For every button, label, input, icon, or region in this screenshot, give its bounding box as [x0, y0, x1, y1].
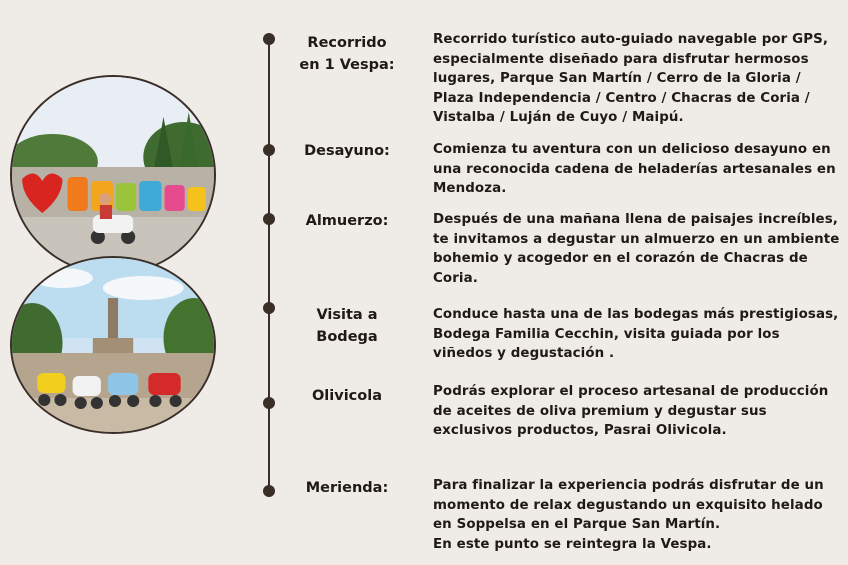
timeline-dot — [263, 397, 275, 409]
label-line: en 1 Vespa: — [299, 57, 395, 73]
desc-line: Para finalizar la experiencia podrás disfrutar de un momento de relax degustando un exquisito helado en Soppelsa en el Parque San Martín. — [433, 478, 824, 533]
label-line: Merienda: — [305, 480, 389, 496]
label-line: Bodega — [316, 329, 378, 345]
timeline-desc-recorrido: Recorrido turístico auto-guiado navegable por GPS, especialmente diseñado para disfrutar hermosos lugares, Parque San Martín / Cerro de la Gloria / Plaza Independencia / Centro / Chacras de Coria / Vistalba / Luján de Cuyo / Maipú. — [433, 32, 829, 126]
timeline-desc-bodega: Conduce hasta una de las bodegas más prestigiosas, Bodega Familia Cecchin, visita guiada por los viñedos y degustación . — [433, 307, 839, 362]
vespa-group-photo — [10, 256, 216, 434]
desc-line: En este punto se reintegra la Vespa. — [433, 536, 712, 552]
timeline-label-recorrido — [287, 32, 407, 76]
timeline-desc-almuerzo: Después de una mañana llena de paisajes increíbles, te invitamos a degustar un almuerzo en un ambiente bohemio y acogedor en el corazón de Chacras de Coria. — [433, 212, 840, 286]
timeline-dot — [263, 33, 275, 45]
timeline-label-desayuno — [287, 140, 407, 162]
mendoza-sign-photo — [10, 75, 216, 275]
timeline-label-almuerzo — [287, 210, 407, 232]
timeline-label-bodega — [287, 304, 407, 348]
label-line: Almuerzo: — [305, 213, 389, 229]
label-line: Recorrido — [307, 35, 387, 51]
label-line: Olivicola — [311, 388, 382, 404]
timeline-label-olivicola — [287, 385, 407, 407]
timeline-dot — [263, 144, 275, 156]
timeline-desc-merienda — [433, 476, 841, 554]
label-line: Visita a — [316, 307, 378, 323]
label-line: Desayuno: — [304, 143, 390, 159]
timeline-desc-olivicola: Podrás explorar el proceso artesanal de producción de aceites de oliva premium y degustar sus exclusivos productos, Pasrai Olivicola. — [433, 384, 829, 439]
timeline-label-merienda — [287, 477, 407, 499]
timeline-desc-desayuno: Comienza tu aventura con un delicioso desayuno en una reconocida cadena de heladerías artesanales en Mendoza. — [433, 142, 836, 197]
timeline-dot — [263, 485, 275, 497]
timeline-dot — [263, 302, 275, 314]
timeline-line — [268, 39, 270, 489]
timeline-dot — [263, 213, 275, 225]
